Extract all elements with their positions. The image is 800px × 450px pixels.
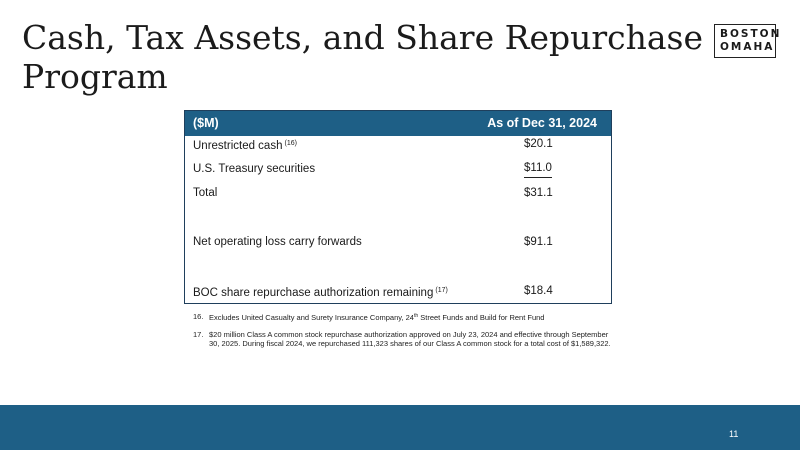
row-label: BOC share repurchase authorization remaining $^{(17)}$	[193, 287, 448, 299]
cash-tax-assets-table	[184, 110, 612, 304]
table-row-total	[185, 184, 611, 202]
row-value: $91.1	[524, 236, 553, 248]
footnote-number: 17.	[193, 329, 204, 339]
row-value: $18.4	[524, 285, 553, 297]
table-row-unrestricted-cash	[185, 135, 611, 153]
footnote-ref: (17)	[435, 287, 448, 294]
row-label: Net operating loss carry forwards	[193, 236, 362, 248]
footnote-16	[193, 312, 613, 323]
footnote-number: 16.	[193, 312, 204, 321]
slide-title: Cash, Tax Assets, and Share Repurchase Program	[22, 18, 703, 96]
logo-line-1: BOSTON	[720, 28, 782, 40]
logo-line-2: OMAHA	[720, 41, 775, 53]
boston-omaha-logo	[714, 24, 782, 58]
footnotes	[193, 312, 613, 356]
row-label: Unrestricted cash $^{(16)}$	[193, 140, 297, 152]
row-value: $11.0	[524, 160, 552, 178]
page-number: 11	[729, 429, 739, 439]
table-row-repurchase-authorization	[185, 282, 611, 300]
header-value: As of Dec 31, 2024	[487, 116, 597, 130]
table-row-nol-carryforwards	[185, 233, 611, 251]
row-label: U.S. Treasury securities	[193, 163, 316, 175]
row-value: $31.1	[524, 187, 553, 199]
footnote-text: Excludes United Casualty and Surety Insurance Company, 24th Street Funds and Build for Rent Fund	[209, 313, 545, 322]
footer-bar	[0, 405, 800, 450]
row-value: $20.1	[524, 138, 553, 150]
footnote-text: $20 million Class A common stock repurchase authorization approved on July 23, 2024 and effective through September 30, 2025. During fiscal 2024, we repurchased 111,323 shares of our Class A common stock for a total cost of $1,589,322.	[209, 329, 611, 348]
row-label: Total	[193, 187, 218, 199]
footnote-ref: (16)	[284, 140, 297, 147]
table-header	[185, 111, 611, 136]
header-label: ($M)	[193, 116, 219, 130]
footnote-17	[193, 330, 613, 349]
table-row-treasury-securities	[185, 160, 611, 178]
